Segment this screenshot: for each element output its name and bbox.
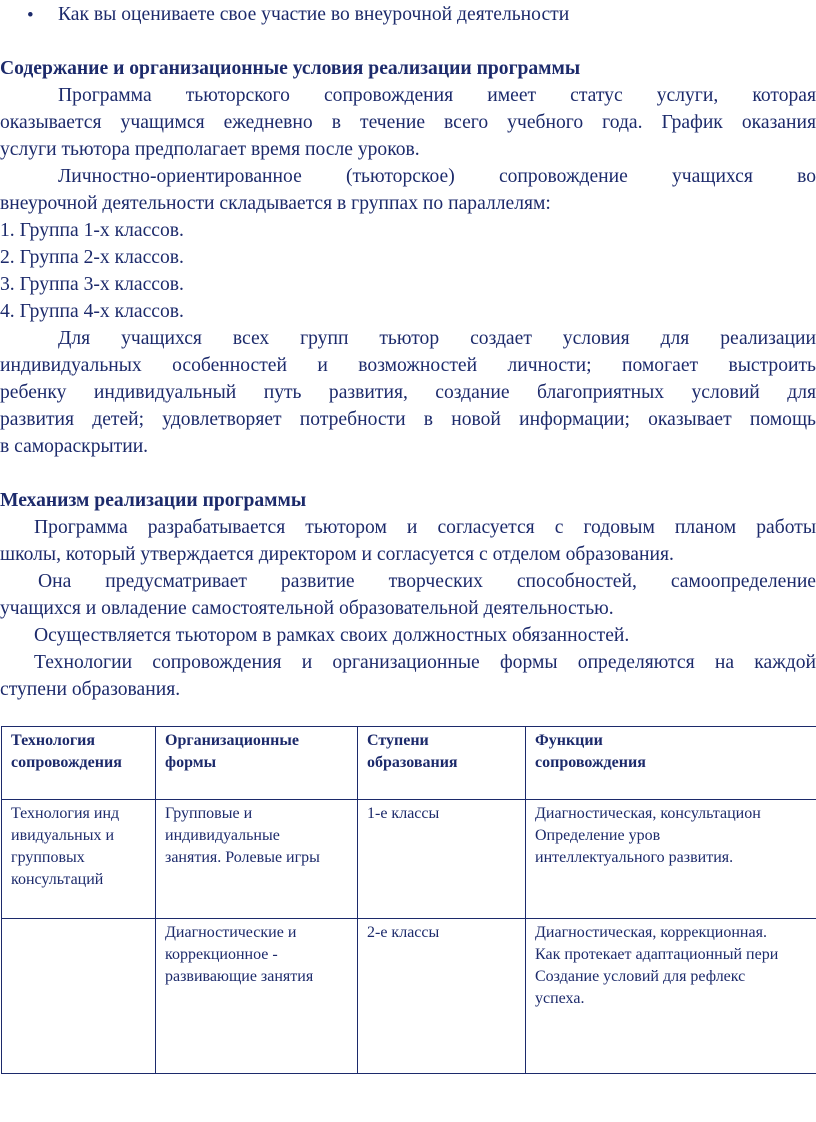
paragraph-line: ступени образования. xyxy=(0,679,181,700)
table-cell: Технология инд ивидуальных и групповых консультаций xyxy=(2,800,156,919)
paragraph-line: развития детей; удовлетворяет потребности в новой информации; оказывает помощь xyxy=(0,409,816,430)
paragraph-line: Программа разрабатывается тьютором и согласуется с годовым планом работы xyxy=(34,517,816,538)
support-table xyxy=(1,726,816,1074)
bullet-text: Как вы оцениваете свое участие во внеурочной деятельности xyxy=(58,4,570,25)
paragraph-line: Для учащихся всех групп тьютор создает условия для реализации xyxy=(58,328,816,349)
paragraph-line: внеурочной деятельности складывается в группах по параллелям: xyxy=(0,193,551,214)
table-cell: Диагностические и коррекционное - развивающие занятия xyxy=(156,919,358,1074)
table-cell: 2-е классы xyxy=(358,919,526,1074)
paragraph-line: в самораскрытии. xyxy=(0,436,149,457)
list-item: 1. Группа 1-х классов. xyxy=(0,220,184,241)
paragraph-line: оказывается учащимся ежедневно в течение всего учебного года. График оказания xyxy=(0,112,816,133)
list-item: 2. Группа 2-х классов. xyxy=(0,247,184,268)
table-header-cell: Организационные формы xyxy=(156,727,358,800)
table-cell: Диагностическая, коррекционная. Как протекает адаптационный пери Создание условий для рефлекс успеха. xyxy=(526,919,816,1074)
paragraph-line: учащихся и овладение самостоятельной образовательной деятельностью. xyxy=(0,598,614,619)
list-item: 3. Группа 3-х классов. xyxy=(0,274,184,295)
table-cell xyxy=(2,919,156,1074)
section-heading-content: Содержание и организационные условия реализации программы xyxy=(0,58,581,79)
paragraph-line: ребенку индивидуальный путь развития, создание благоприятных условий для xyxy=(0,382,816,403)
table-row xyxy=(2,919,816,1074)
list-item: 4. Группа 4-х классов. xyxy=(0,301,184,322)
table-header-cell: Ступени образования xyxy=(358,727,526,800)
paragraph-line: индивидуальных особенностей и возможностей личности; помогает выстроить xyxy=(0,355,816,376)
table-cell: Диагностическая, консультацион Определение уров интеллектуального развития. xyxy=(526,800,816,919)
paragraph-line: Она предусматривает развитие творческих способностей, самоопределение xyxy=(38,571,816,592)
table-header-row xyxy=(2,727,816,800)
paragraph-line: Осуществляется тьютором в рамках своих должностных обязанностей. xyxy=(34,625,630,646)
paragraph-line: Технологии сопровождения и организационные формы определяются на каждой xyxy=(34,652,816,673)
bullet-marker: • xyxy=(27,5,34,26)
section-heading-mechanism: Механизм реализации программы xyxy=(0,490,307,511)
table-cell: 1-е классы xyxy=(358,800,526,919)
paragraph-line: Программа тьюторского сопровождения имеет статус услуги, которая xyxy=(58,85,816,106)
table-header-cell: Функции сопровождения xyxy=(526,727,816,800)
paragraph-line: услуги тьютора предполагает время после уроков. xyxy=(0,139,420,160)
table-cell: Групповые и индивидуальные занятия. Ролевые игры xyxy=(156,800,358,919)
table-row xyxy=(2,800,816,919)
table-header-cell: Технология сопровождения xyxy=(2,727,156,800)
paragraph-line: школы, который утверждается директором и согласуется с отделом образования. xyxy=(0,544,674,565)
paragraph-line: Личностно-ориентированное (тьюторское) сопровождение учащихся во xyxy=(58,166,816,187)
